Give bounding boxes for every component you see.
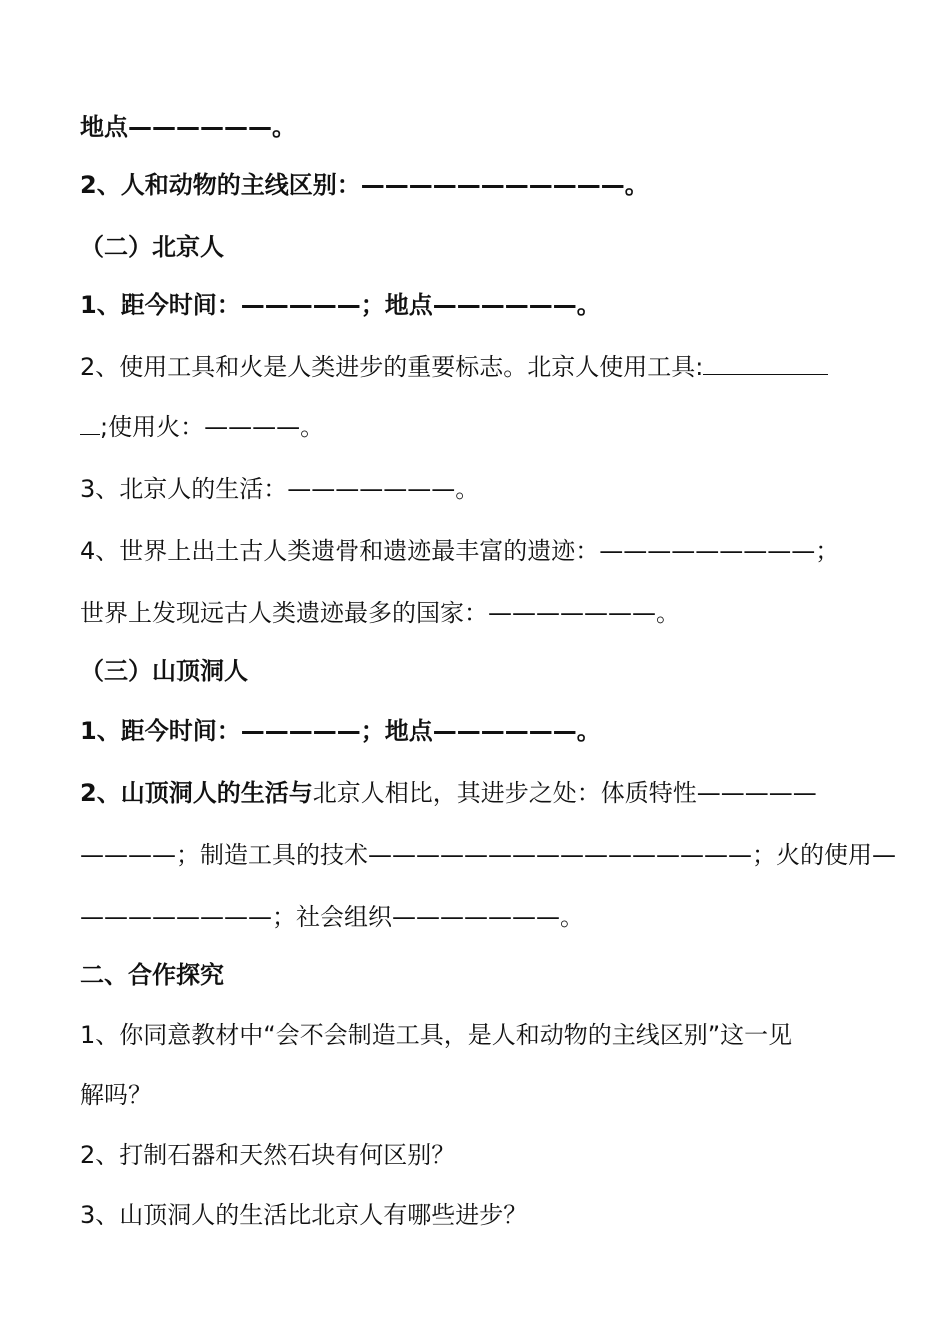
item-richest-site: 4、世界上出土古人类遗骨和遗迹最丰富的遗迹：—————————； xyxy=(80,537,840,565)
item-upper-cave-social: ————————；社会组织———————。 xyxy=(80,903,584,931)
item-peking-fire-text: ;使用火：————。 xyxy=(100,413,325,441)
item-human-animal-difference: 2、人和动物的主线区别：———————————。 xyxy=(80,171,649,199)
fill-blank-underline xyxy=(703,352,828,375)
section-heading-cooperative-inquiry: 二、合作探究 xyxy=(80,961,224,989)
item-upper-cave-progress-bold: 2、山顶洞人的生活与 xyxy=(80,779,313,807)
question-3: 3、山顶洞人的生活比北京人有哪些进步？ xyxy=(80,1201,528,1229)
item-peking-life: 3、北京人的生活：———————。 xyxy=(80,475,480,503)
item-peking-tools-fire-text: 2、使用工具和火是人类进步的重要标志。北京人使用工具: xyxy=(80,353,704,381)
item-peking-tools-fire xyxy=(80,352,880,382)
question-1: 1、你同意教材中“会不会制造工具，是人和动物的主线区别”这一见 xyxy=(80,1021,793,1049)
item-most-sites-country: 世界上发现远古人类遗迹最多的国家：———————。 xyxy=(80,599,680,627)
item-upper-cave-tools: ————；制造工具的技术————————————————；火的使用— xyxy=(80,841,896,869)
question-1-continued: 解吗？ xyxy=(80,1081,152,1109)
item-peking-time-location: 1、距今时间：—————；地点——————。 xyxy=(80,291,601,319)
question-2: 2、打制石器和天然石块有何区别？ xyxy=(80,1141,456,1169)
blank-location-continued: 地点——————。 xyxy=(80,113,296,141)
section-heading-upper-cave-man: （三）山顶洞人 xyxy=(80,657,248,685)
section-heading-peking-man: （二）北京人 xyxy=(80,233,224,261)
item-upper-cave-time-location: 1、距今时间：—————；地点——————。 xyxy=(80,717,601,745)
item-upper-cave-progress-normal: 北京人相比，其进步之处：体质特性————— xyxy=(312,779,817,807)
item-upper-cave-progress xyxy=(80,778,880,808)
fill-blank-underline xyxy=(80,412,100,435)
item-peking-fire-continued xyxy=(80,412,880,442)
